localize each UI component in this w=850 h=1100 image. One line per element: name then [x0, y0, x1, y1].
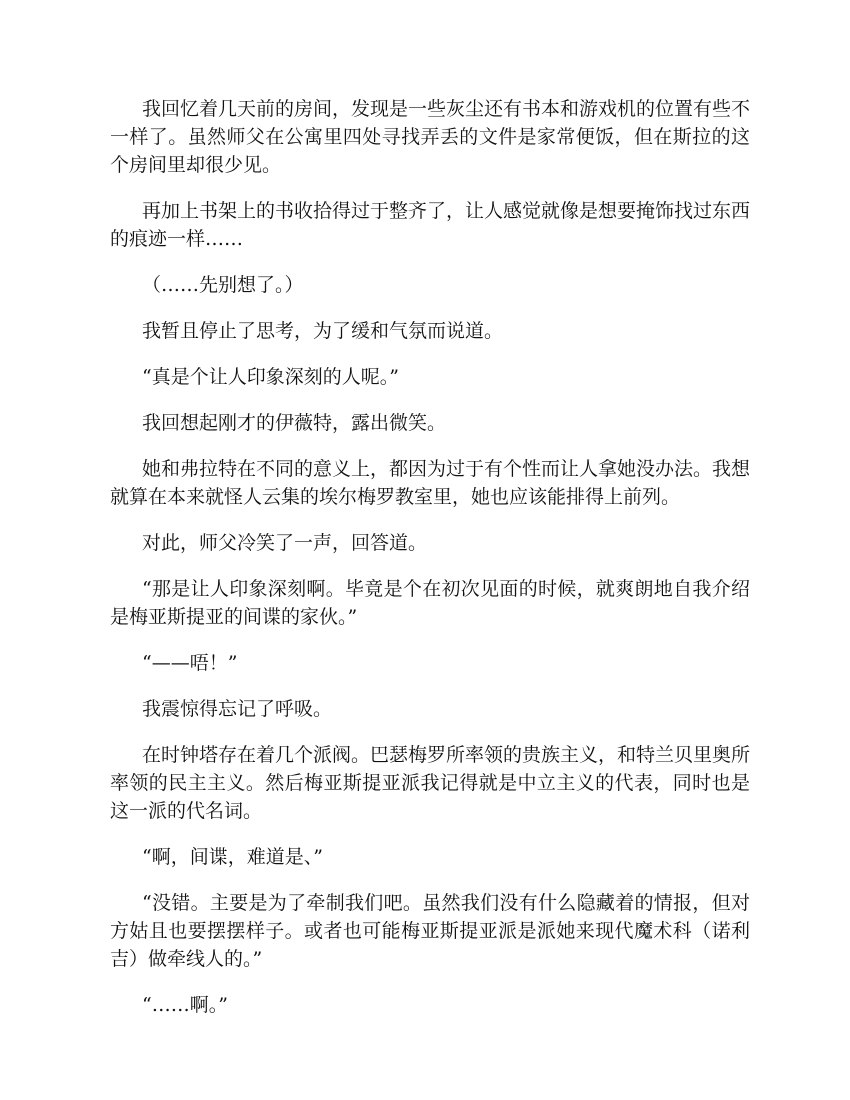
- paragraph: 我暂且停止了思考，为了缓和气氛而说道。: [142, 320, 504, 342]
- paragraph: 她和弗拉特在不同的意义上，都因为过于有个性而让人拿她没办法。我想就算在本来就怪人云集的埃尔梅罗教室里，她也应该能排得上前列。: [110, 458, 751, 508]
- paragraph: （……先别想了。）: [142, 274, 304, 296]
- paragraph: 对此，师父冷笑了一声，回答道。: [142, 532, 428, 554]
- paragraph: 再加上书架上的书收拾得过于整齐了，让人感觉就像是想要掩饰找过东西的痕迹一样……: [110, 200, 751, 250]
- paragraph: “真是个让人印象深刻的人呢。”: [142, 366, 399, 388]
- paragraph: “……啊。”: [142, 994, 228, 1016]
- paragraph: 我回想起刚才的伊薇特，露出微笑。: [142, 412, 447, 434]
- paragraph: 我回忆着几天前的房间，发现是一些灰尘还有书本和游戏机的位置有些不一样了。虽然师父在公寓里四处寻找弄丢的文件是家常便饭，但在斯拉的这个房间里却很少见。: [110, 98, 751, 176]
- paragraph: 在时钟塔存在着几个派阀。巴瑟梅罗所率领的贵族主义，和特兰贝里奥所率领的民主主义。然后梅亚斯提亚派我记得就是中立主义的代表，同时也是这一派的代名词。: [110, 744, 751, 822]
- document-page: [110, 95, 750, 1037]
- paragraph: “——唔！”: [142, 652, 238, 674]
- paragraph: 我震惊得忘记了呼吸。: [142, 698, 333, 720]
- paragraph: “啊，间谍，难道是、”: [142, 846, 323, 868]
- paragraph: “那是让人印象深刻啊。毕竟是个在初次见面的时候，就爽朗地自我介绍是梅亚斯提亚的间谍的家伙。”: [110, 578, 750, 628]
- paragraph: “没错。主要是为了牵制我们吧。虽然我们没有什么隐藏着的情报，但对方姑且也要摆摆样子。或者也可能梅亚斯提亚派是派她来现代魔术科（诺利吉）做牵线人的。”: [110, 892, 750, 970]
